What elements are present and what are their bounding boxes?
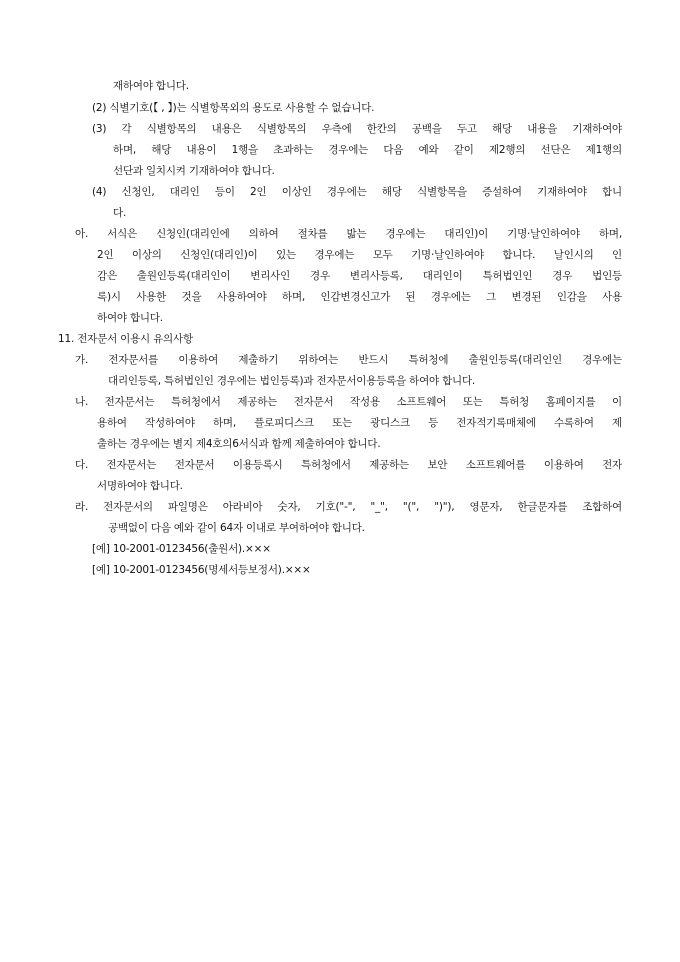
text-line: 록)시 사용한 것을 사용하여야 하며, 인감변경신고가 된 경우에는 그 변경된 인감을 사용 [97,291,622,303]
text-line: (4) 신청인, 대리인 등이 2인 이상인 경우에는 해당 식별항목을 증설하여 기재하여야 합니 [92,186,622,198]
example-line: [예] 10-2001-0123456(명세서등보정서).××× [92,564,311,576]
text-line: 아. 서식은 신청인(대리인에 의하여 절차를 밟는 경우에는 대리인)이 기명·날인하여야 하며, [75,228,622,240]
text-line: 출하는 경우에는 별지 제4호의6서식과 함께 제출하여야 합니다. [97,438,381,450]
text-line: 가. 전자문서를 이용하여 제출하기 위하여는 반드시 특허청에 출원인등록(대리인인 경우에는 [75,354,622,366]
text-line: 하여야 합니다. [97,312,163,324]
text-line: 라. 전자문서의 파일명은 아라비아 숫자, 기호("-", "_", "(", ")"), 영문자, 한글문자를 조합하여 [75,501,622,513]
example-line: [예] 10-2001-0123456(출원서).××× [92,543,271,555]
text-line: 재하여야 합니다. [113,80,189,92]
text-line: 선단과 일치시켜 기재하여야 합니다. [113,165,275,177]
text-line: 2인 이상의 신청인(대리인)이 있는 경우에는 모두 기명·날인하여야 합니다. 날인시의 인 [97,249,622,261]
text-line: 다. 전자문서는 전자문서 이용등록시 특허청에서 제공하는 보안 소프트웨어를 이용하여 전자 [75,459,622,471]
text-line: 용하여 작성하여야 하며, 플로피디스크 또는 광디스크 등 전자적기록매체에 수록하여 제 [97,417,622,429]
section-heading: 11. 전자문서 이용시 유의사항 [58,333,193,345]
text-line: (3) 각 식별항목의 내용은 식별항목의 우측에 한칸의 공백을 두고 해당 내용을 기재하여야 [92,123,622,135]
text-line: 나. 전자문서는 특허청에서 제공하는 전자문서 작성용 소프트웨어 또는 특허청 홈페이지를 이 [75,396,622,408]
text-line: 서명하여야 합니다. [97,480,183,492]
text-line: 감은 출원인등록(대리인이 변리사인 경우 변리사등록, 대리인이 특허법인인 경우 법인등 [97,270,622,282]
text-line: 대리인등록, 특허법인인 경우에는 법인등록)과 전자문서이용등록을 하여야 합니다. [108,375,476,387]
text-line: 다. [113,207,127,219]
text-line: (2) 식별기호(【 , 】)는 식별항목외의 용도로 사용할 수 없습니다. [92,102,375,114]
text-line: 하며, 해당 내용이 1행을 초과하는 경우에는 다음 예와 같이 제2행의 선단은 제1행의 [113,144,622,156]
text-line: 공백없이 다음 예와 같이 64자 이내로 부여하여야 합니다. [108,522,365,534]
